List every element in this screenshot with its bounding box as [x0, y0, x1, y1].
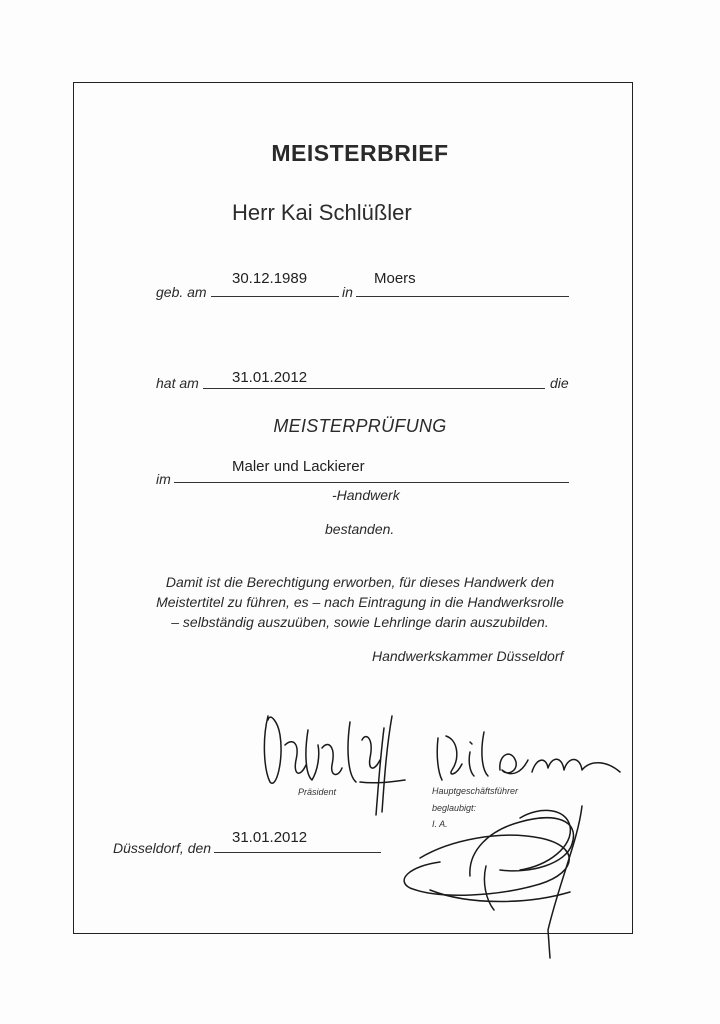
certified-label: beglaubigt: — [432, 803, 477, 813]
place-date-line — [214, 852, 381, 853]
statement-line-1: Damit ist die Berechtigung erworben, für dieses Handwerk den — [165, 574, 555, 590]
exam-date-value: 31.01.2012 — [232, 369, 308, 386]
trade-label: im — [156, 471, 171, 487]
statement-line-3: – selbständig auszuüben, sowie Lehrlinge darin auszubilden. — [171, 614, 549, 630]
birth-place-label: in — [342, 284, 353, 300]
trade-value: Maler und Lackierer — [232, 458, 365, 475]
birth-date-value: 30.12.1989 — [232, 270, 308, 287]
managing-director-signature — [437, 732, 620, 780]
president-signature — [264, 716, 405, 815]
recipient-name: Herr Kai Schlüßler — [232, 200, 412, 225]
exam-result: bestanden. — [325, 521, 395, 537]
certified-by-label: I. A. — [432, 819, 448, 829]
certificate-title: MEISTERBRIEF — [271, 140, 449, 166]
birth-date-label: geb. am — [156, 284, 207, 300]
birth-place-value: Moers — [374, 270, 416, 287]
exam-heading: MEISTERPRÜFUNG — [273, 416, 447, 436]
place-date-label: Düsseldorf, den — [113, 840, 212, 856]
trade-suffix: -Handwerk — [332, 487, 400, 503]
exam-suffix-label: die — [550, 375, 569, 391]
certification-signature — [404, 806, 582, 958]
statement-line-2: Meistertitel zu führen, es – nach Eintragung in die Handwerksrolle — [156, 594, 564, 610]
managing-director-role-label: Hauptgeschäftsführer — [432, 786, 519, 796]
exam-date-label: hat am — [156, 375, 199, 391]
president-role-label: Präsident — [298, 787, 337, 797]
issuer-name: Handwerkskammer Düsseldorf — [372, 648, 564, 664]
place-date-value: 31.01.2012 — [232, 829, 308, 846]
